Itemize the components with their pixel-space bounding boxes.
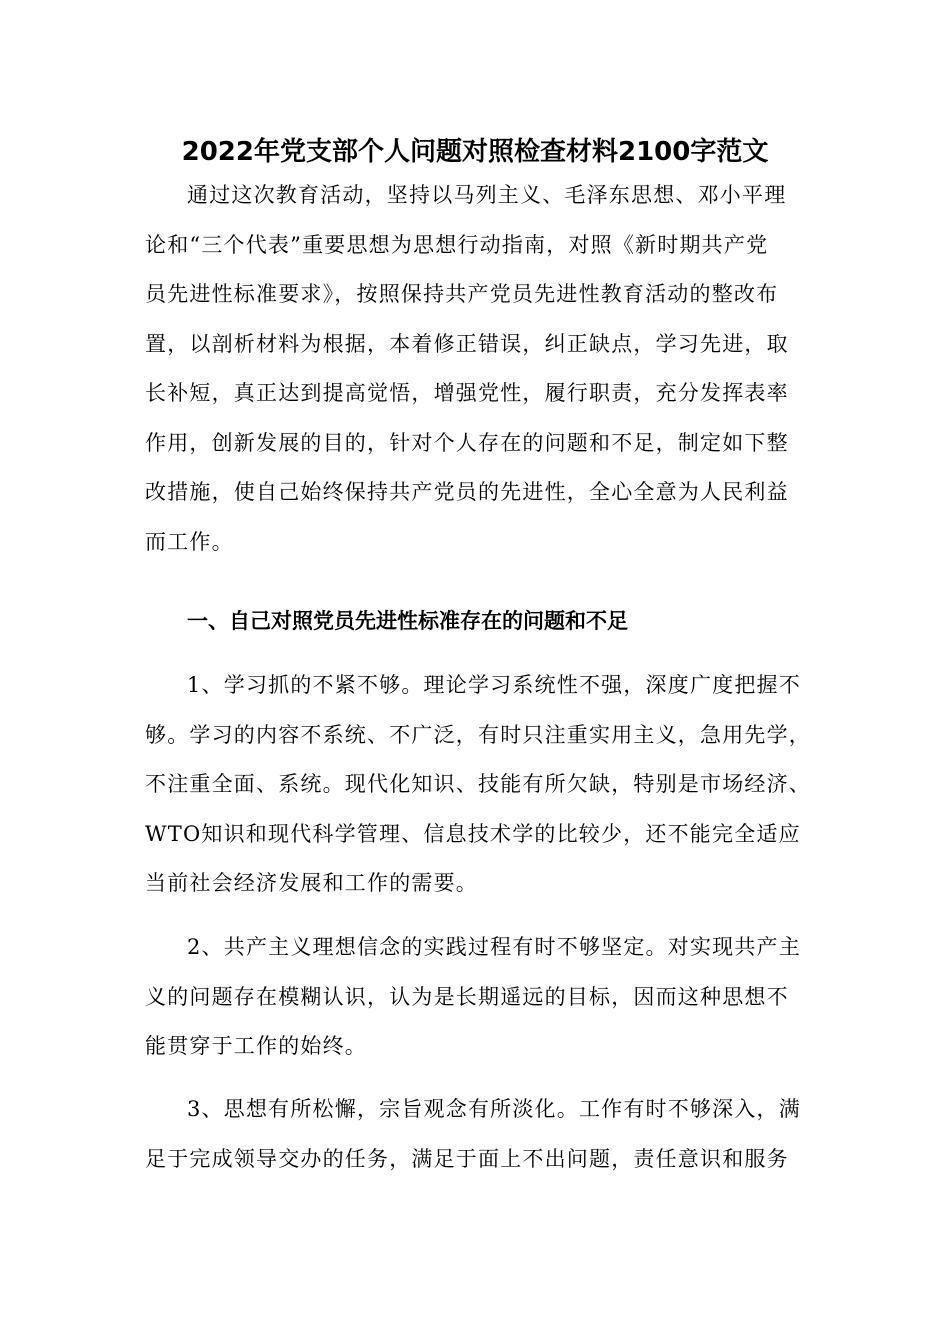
item-2-paragraph bbox=[145, 923, 810, 1072]
intro-line: 而工作。 bbox=[145, 529, 234, 554]
item-1-paragraph bbox=[145, 661, 810, 909]
intro-line: 改措施，使自己始终保持共产党员的先进性，全心全意为人民利益 bbox=[145, 480, 789, 504]
intro-line: 作用，创新发展的目的，针对个人存在的问题和不足，制定如下整 bbox=[145, 430, 789, 455]
intro-line: 置，以剖析材料为根据，本着修正错误，纠正缺点，学习先进，取 bbox=[145, 331, 789, 356]
item-2-line: 2、共产主义理想信念的实践过程有时不够坚定。对实现共产主 bbox=[187, 935, 801, 959]
item-3-line: 3、思想有所松懈，宗旨观念有所淡化。工作有时不够深入，满 bbox=[187, 1097, 801, 1121]
item-3-line: 足于完成领导交办的任务，满足于面上不出问题，责任意识和服务 bbox=[145, 1146, 789, 1171]
item-2-line: 能贯穿于工作的始终。 bbox=[145, 1034, 367, 1058]
item-1-line: 当前社会经济发展和工作的需要。 bbox=[145, 871, 478, 895]
intro-line: 论和“三个代表”重要思想为思想行动指南，对照《新时期共产党 bbox=[145, 232, 769, 257]
document-title: 2022年党支部个人问题对照检查材料2100字范文 bbox=[181, 137, 769, 167]
intro-line: 员先进性标准要求》，按照保持共产党员先进性教育活动的整改布 bbox=[145, 282, 779, 306]
item-1-line: 够。学习的内容不系统、不广泛，有时只注重实用主义，急用先学， bbox=[145, 722, 811, 747]
item-1-line: WTO知识和现代科学管理、信息技术学的比较少，还不能完全适应 bbox=[145, 821, 801, 846]
item-1-line: 不注重全面、系统。现代化知识、技能有所欠缺，特别是市场经济、 bbox=[145, 772, 811, 796]
intro-paragraph bbox=[145, 171, 810, 567]
intro-line: 通过这次教育活动，坚持以马列主义、毛泽东思想、邓小平理 bbox=[187, 183, 787, 207]
section-heading: 一、自己对照党员先进性标准存在的问题和不足 bbox=[187, 609, 628, 633]
item-3-paragraph bbox=[145, 1085, 810, 1184]
item-1-line: 1、学习抓的不紧不够。理论学习系统性不强，深度广度把握不 bbox=[187, 673, 801, 697]
item-2-line: 义的问题存在模糊认识，认为是长期遥远的目标，因而这种思想不 bbox=[145, 984, 789, 1009]
intro-line: 长补短，真正达到提高觉悟，增强党性，履行职责，充分发挥表率 bbox=[145, 381, 789, 405]
